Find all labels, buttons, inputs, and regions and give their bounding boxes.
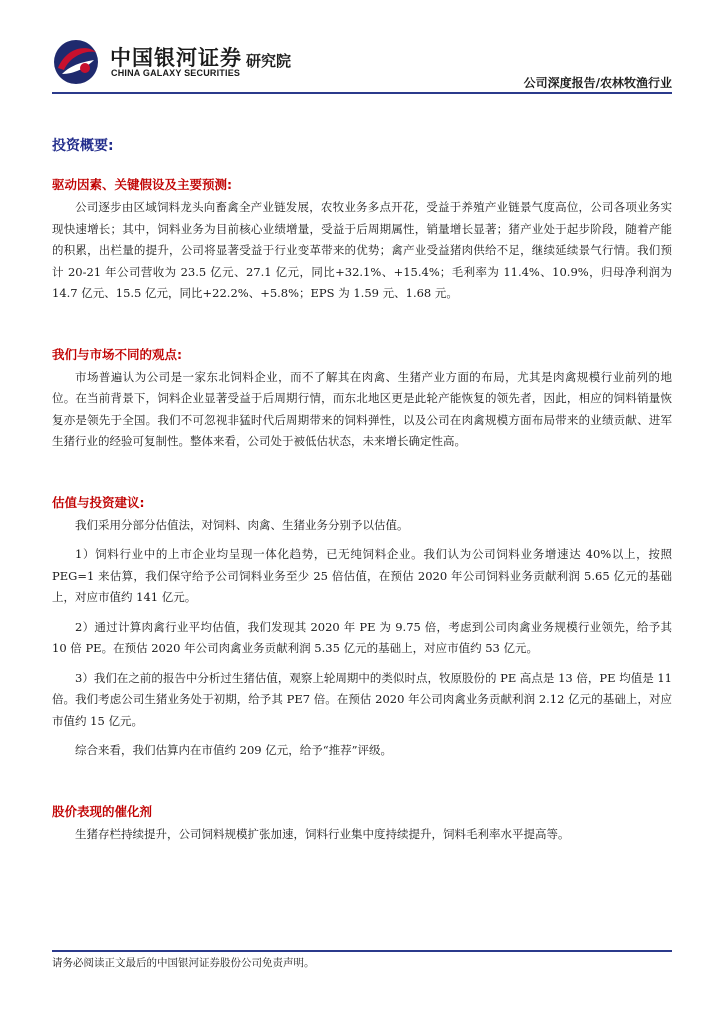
footer-divider — [52, 950, 672, 952]
paragraph: 综合来看，我们估算内在市值约 209 亿元，给予“推荐”评级。 — [75, 743, 393, 757]
page-header — [0, 0, 724, 92]
paragraph: 市场普遍认为公司是一家东北饲料企业，而不了解其在肉禽、生猪产业方面的布局，尤其是肉禽规模行业前列的地位。在当前背景下，饲料企业显著受益于后周期行情，而东北地区更是此轮产能恢复的领先者，因此，相应的饲料销量恢复亦是领先于全国。我们不可忽视非猛时代后周期带来的饲料弹性，以及公司在肉禽规模方面布局带来的业绩贡献、进军生猪行业的经验可复制性。整体来看，公司处于被低估状态，未来增长确定性高。 — [52, 369, 672, 448]
paragraph: 2）通过计算肉禽行业平均估值，我们发现其 2020 年 PE 为 9.75 倍，考虑到公司肉禽业务规模行业领先，给予其 10 倍 PE。在预估 2020 年公司肉禽业务贡献利润 5.35 亿元的基础上，对应市值约 53 亿元。 — [52, 619, 672, 655]
paragraph: 公司逐步由区域饲料龙头向畜禽全产业链发展，农牧业务多点开花，受益于养殖产业链景气度高位，公司各项业务实现快速增长；其中，饲料业务为目前核心业绩增量，受益于后周期属性，销量增长显著；猪产业处于起步阶段，随着产能的积累，出栏量的提升，公司将显著受益于行业变革带来的优势；禽产业受益猪肉供给不足，继续延续景气行情。我们预计 20-21 年公司营收为 23.5 亿元、27.1 亿元，同比+32.1%、+15.4%；毛利率为 11.4%、10.9%，归母净利润为 14.7 亿元、15.5 亿元，同比+22.2%、+5.8%；EPS 为 1.59 元、1.68 元。 — [52, 200, 672, 300]
section-title: 驱动因素、关键假设及主要预测: — [52, 177, 232, 192]
logo-chinese-name: 中国银河证券 — [110, 46, 242, 70]
section-catalysts — [52, 802, 672, 846]
section-title: 我们与市场不同的观点: — [52, 346, 182, 362]
paragraph: 1）饲料行业中的上市企业均呈现一体化趋势，已无纯饲料企业。我们认为公司饲料业务增速达 40%以上，按照 PEG=1 来估算，我们保守给予公司饲料业务至少 25 倍估值，在预估 2020 年公司饲料业务贡献利润 5.65 亿元的基础上，对应市值约 141 亿元。 — [52, 547, 672, 604]
section-title: 估值与投资建议: — [52, 494, 145, 510]
paragraph: 3）我们在之前的报告中分析过生猪估值，观察上轮周期中的类似时点，牧原股份的 PE 高点是 13 倍，PE 均值是 11 倍。我们考虑公司生猪业务处于初期，给予其 PE7 倍。在预估 2020 年公司肉禽业务贡献利润 2.12 亿元的基础上，对应市值约 15 亿元。 — [52, 670, 672, 728]
institute-label: 研究院 — [246, 52, 292, 70]
page-title: 投资概要: — [52, 138, 114, 154]
galaxy-logo-icon — [52, 38, 100, 86]
section-views — [52, 345, 672, 453]
report-type: 公司深度报告/农林牧渔行业 — [523, 76, 672, 90]
logo-english-name: CHINA GALAXY SECURITIES — [111, 68, 241, 78]
paragraph: 生猪存栏持续提升，公司饲料规模扩张加速，饲料行业集中度持续提升，饲料毛利率水平提高等。 — [75, 826, 570, 841]
footer-disclaimer: 请务必阅读正文最后的中国银河证券股份公司免责声明。 — [52, 957, 315, 969]
section-valuation — [52, 493, 672, 762]
paragraph: 我们采用分部分估值法，对饲料、肉禽、生猪业务分别予以估值。 — [75, 517, 409, 532]
section-title: 股价表现的催化剂 — [52, 803, 153, 819]
header-divider — [52, 92, 672, 94]
section-drivers — [52, 175, 672, 305]
main-content — [52, 135, 672, 845]
